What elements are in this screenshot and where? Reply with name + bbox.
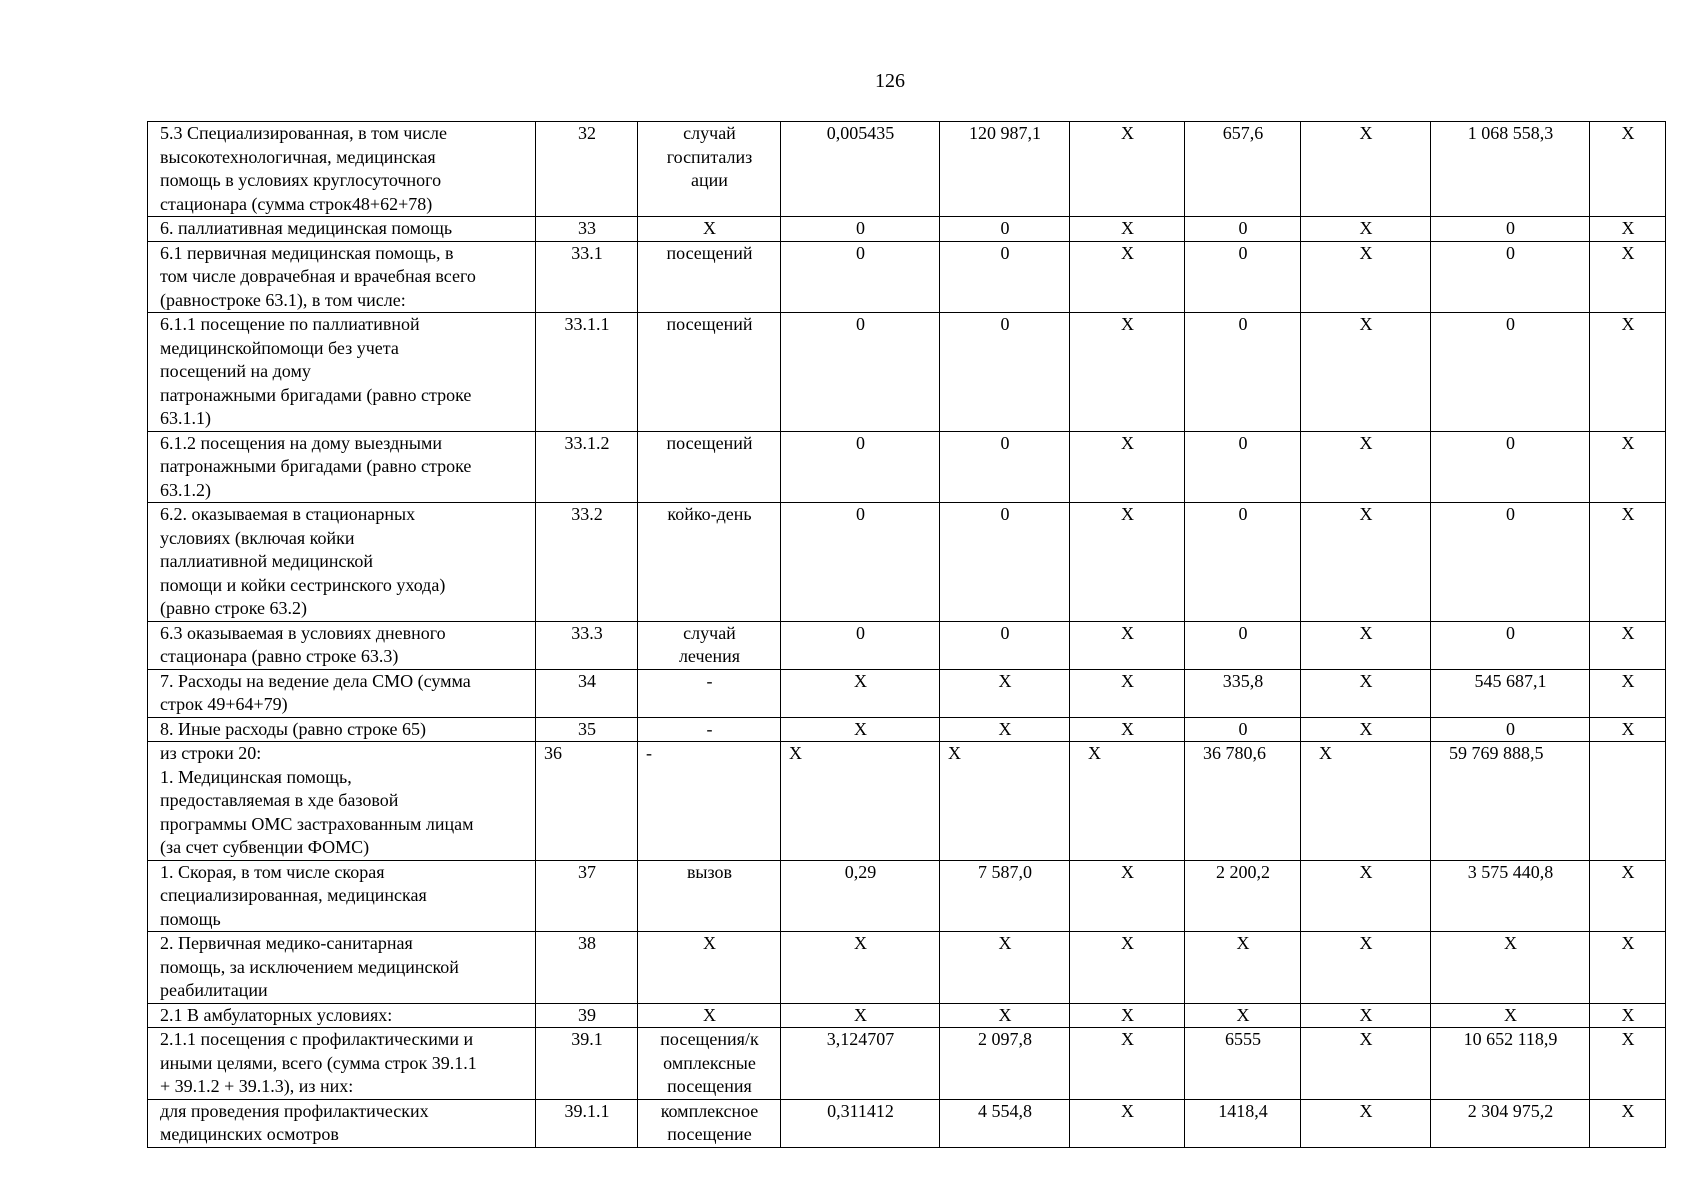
- table-row: [148, 1028, 1666, 1100]
- table-cell: 0: [1185, 241, 1301, 313]
- table-cell: вызов: [638, 860, 781, 932]
- table-cell: 33.1.2: [536, 431, 638, 503]
- table-cell: 4 554,8: [940, 1099, 1070, 1147]
- table-cell: -: [638, 742, 781, 861]
- table-cell: 2 200,2: [1185, 860, 1301, 932]
- row-name-cell: 2.1 В амбулаторных условиях:: [148, 1003, 536, 1028]
- table-cell: X: [1590, 1003, 1666, 1028]
- table-cell: 120 987,1: [940, 122, 1070, 217]
- table-cell: X: [1070, 669, 1185, 717]
- table-cell: X: [1590, 717, 1666, 742]
- table-row: [148, 1003, 1666, 1028]
- table-cell: 0: [1185, 217, 1301, 242]
- table-cell: X: [1070, 742, 1185, 861]
- table-cell: X: [1431, 932, 1590, 1004]
- table-cell: 0: [1185, 717, 1301, 742]
- table-row: [148, 621, 1666, 669]
- row-name-cell: 6.2. оказываемая в стационарных условиях (включая койки паллиативной медицинской помощи и койки сестринского ухода) (равно строке 63.2): [148, 503, 536, 622]
- table-row: [148, 313, 1666, 432]
- row-name-cell: 6. паллиативная медицинская помощь: [148, 217, 536, 242]
- table-cell: 545 687,1: [1431, 669, 1590, 717]
- table-cell: X: [1070, 122, 1185, 217]
- table-cell: X: [1301, 1003, 1431, 1028]
- table-cell: посещений: [638, 313, 781, 432]
- table-cell: X: [1070, 1028, 1185, 1100]
- table-cell: 1418,4: [1185, 1099, 1301, 1147]
- table-cell: X: [1070, 241, 1185, 313]
- table-cell: 0: [1185, 621, 1301, 669]
- table-cell: X: [781, 669, 940, 717]
- table-row: [148, 860, 1666, 932]
- table-cell: 0: [781, 621, 940, 669]
- table-cell: X: [1590, 217, 1666, 242]
- table-cell: 2 097,8: [940, 1028, 1070, 1100]
- table-cell: посещения/к омплексные посещения: [638, 1028, 781, 1100]
- table-cell: X: [1590, 431, 1666, 503]
- table-cell: 32: [536, 122, 638, 217]
- table-row: [148, 217, 1666, 242]
- table-cell: [1590, 742, 1666, 861]
- table-cell: X: [940, 717, 1070, 742]
- table-cell: X: [1070, 621, 1185, 669]
- table-cell: X: [1070, 932, 1185, 1004]
- table-cell: 59 769 888,5: [1431, 742, 1590, 861]
- table-cell: X: [1301, 1099, 1431, 1147]
- table-cell: 6555: [1185, 1028, 1301, 1100]
- table-cell: X: [1301, 1028, 1431, 1100]
- table-cell: X: [940, 669, 1070, 717]
- table-cell: -: [638, 717, 781, 742]
- row-name-cell: из строки 20: 1. Медицинская помощь, предоставляемая в хде базовой программы ОМС застрахованным лицам (за счет субвенции ФОМС): [148, 742, 536, 861]
- table-cell: X: [781, 742, 940, 861]
- table-cell: X: [1185, 932, 1301, 1004]
- row-name-cell: 8. Иные расходы (равно строке 65): [148, 717, 536, 742]
- table-cell: 0: [940, 621, 1070, 669]
- table-cell: X: [781, 1003, 940, 1028]
- table-cell: X: [1301, 860, 1431, 932]
- table-cell: X: [1070, 1099, 1185, 1147]
- table-row: [148, 742, 1666, 861]
- table-cell: X: [940, 932, 1070, 1004]
- table-cell: 39: [536, 1003, 638, 1028]
- page-number: 126: [875, 70, 905, 92]
- table-cell: X: [1070, 717, 1185, 742]
- row-name-cell: 5.3 Специализированная, в том числе высокотехнологичная, медицинская помощь в условиях круглосуточного стационара (сумма строк48+62+78): [148, 122, 536, 217]
- table-cell: 10 652 118,9: [1431, 1028, 1590, 1100]
- table-row: [148, 932, 1666, 1004]
- table-cell: 0: [781, 241, 940, 313]
- row-name-cell: 7. Расходы на ведение дела СМО (сумма строк 49+64+79): [148, 669, 536, 717]
- table-cell: X: [1590, 860, 1666, 932]
- table-cell: 33.1: [536, 241, 638, 313]
- table-cell: X: [1301, 717, 1431, 742]
- table-cell: 0: [940, 241, 1070, 313]
- table-cell: комплексное посещение: [638, 1099, 781, 1147]
- table-cell: посещений: [638, 431, 781, 503]
- table-cell: 2 304 975,2: [1431, 1099, 1590, 1147]
- table-cell: 0: [1185, 313, 1301, 432]
- table-cell: X: [1301, 503, 1431, 622]
- table-cell: 33.2: [536, 503, 638, 622]
- table-cell: 0: [1431, 503, 1590, 622]
- table-cell: X: [1590, 669, 1666, 717]
- table-cell: 0: [1431, 241, 1590, 313]
- table-cell: 0: [1431, 621, 1590, 669]
- table-cell: X: [1185, 1003, 1301, 1028]
- table-cell: 0: [781, 431, 940, 503]
- table-cell: 37: [536, 860, 638, 932]
- row-name-cell: 1. Скорая, в том числе скорая специализированная, медицинская помощь: [148, 860, 536, 932]
- table-cell: X: [940, 742, 1070, 861]
- table-cell: 0: [1431, 717, 1590, 742]
- table-cell: 34: [536, 669, 638, 717]
- table-cell: 36 780,6: [1185, 742, 1301, 861]
- table-cell: X: [638, 932, 781, 1004]
- table-cell: X: [1070, 503, 1185, 622]
- table-cell: 3 575 440,8: [1431, 860, 1590, 932]
- table-cell: случай лечения: [638, 621, 781, 669]
- table-cell: X: [1070, 431, 1185, 503]
- table-cell: X: [1590, 1099, 1666, 1147]
- table-cell: 36: [536, 742, 638, 861]
- table-cell: X: [1590, 313, 1666, 432]
- row-name-cell: 6.3 оказываемая в условиях дневного стационара (равно строке 63.3): [148, 621, 536, 669]
- table-cell: X: [781, 932, 940, 1004]
- table-cell: 0: [940, 431, 1070, 503]
- table-cell: 0: [1431, 431, 1590, 503]
- row-name-cell: 6.1.2 посещения на дому выездными патронажными бригадами (равно строке 63.1.2): [148, 431, 536, 503]
- table-cell: X: [1590, 1028, 1666, 1100]
- table-cell: 0: [781, 503, 940, 622]
- table-cell: X: [1301, 122, 1431, 217]
- table-cell: 0: [940, 313, 1070, 432]
- table-cell: 1 068 558,3: [1431, 122, 1590, 217]
- table-cell: X: [1301, 669, 1431, 717]
- table-cell: 0: [940, 217, 1070, 242]
- table-cell: 33: [536, 217, 638, 242]
- table-cell: X: [1301, 621, 1431, 669]
- table-cell: X: [940, 1003, 1070, 1028]
- table-cell: 0: [781, 217, 940, 242]
- table-cell: X: [1590, 621, 1666, 669]
- table-cell: 7 587,0: [940, 860, 1070, 932]
- table-cell: X: [1070, 217, 1185, 242]
- table-row: [148, 669, 1666, 717]
- table-cell: X: [1590, 122, 1666, 217]
- table-cell: X: [1301, 742, 1431, 861]
- table-cell: X: [1301, 313, 1431, 432]
- table-cell: 33.1.1: [536, 313, 638, 432]
- table-cell: X: [1301, 431, 1431, 503]
- table-cell: 0: [1431, 217, 1590, 242]
- table-cell: 39.1: [536, 1028, 638, 1100]
- financing-table: [147, 121, 1666, 1148]
- table-cell: 0,005435: [781, 122, 940, 217]
- table-cell: случай госпитализ ации: [638, 122, 781, 217]
- table-cell: X: [1070, 313, 1185, 432]
- table-row: [148, 241, 1666, 313]
- table-cell: 0: [1431, 313, 1590, 432]
- table-cell: 39.1.1: [536, 1099, 638, 1147]
- table-cell: X: [1301, 217, 1431, 242]
- table-cell: 657,6: [1185, 122, 1301, 217]
- table-row: [148, 1099, 1666, 1147]
- table-cell: X: [1301, 241, 1431, 313]
- table-cell: 3,124707: [781, 1028, 940, 1100]
- table-row: [148, 122, 1666, 217]
- row-name-cell: 2. Первичная медико-санитарная помощь, за исключением медицинской реабилитации: [148, 932, 536, 1004]
- table-row: [148, 717, 1666, 742]
- table-cell: 0: [1185, 503, 1301, 622]
- table-cell: X: [1590, 241, 1666, 313]
- table-cell: 35: [536, 717, 638, 742]
- table-cell: X: [1301, 932, 1431, 1004]
- table-cell: X: [781, 717, 940, 742]
- table-row: [148, 503, 1666, 622]
- table-cell: X: [638, 217, 781, 242]
- table-cell: 335,8: [1185, 669, 1301, 717]
- table-cell: 0,29: [781, 860, 940, 932]
- table-row: [148, 431, 1666, 503]
- row-name-cell: 6.1 первичная медицинская помощь, в том числе доврачебная и врачебная всего (равностроке 63.1), в том числе:: [148, 241, 536, 313]
- row-name-cell: 6.1.1 посещение по паллиативной медицинскойпомощи без учета посещений на дому патронажными бригадами (равно строке 63.1.1): [148, 313, 536, 432]
- table-cell: X: [1070, 860, 1185, 932]
- table-body: [148, 122, 1666, 1148]
- table-cell: 0: [1185, 431, 1301, 503]
- table-cell: 38: [536, 932, 638, 1004]
- table-cell: X: [638, 1003, 781, 1028]
- table-cell: 0: [781, 313, 940, 432]
- table-cell: X: [1431, 1003, 1590, 1028]
- table-cell: 33.3: [536, 621, 638, 669]
- table-cell: койко-день: [638, 503, 781, 622]
- table-cell: X: [1590, 932, 1666, 1004]
- table-cell: X: [1070, 1003, 1185, 1028]
- table-cell: 0: [940, 503, 1070, 622]
- row-name-cell: 2.1.1 посещения с профилактическими и иными целями, всего (сумма строк 39.1.1 + 39.1.2 + 39.1.3), из них:: [148, 1028, 536, 1100]
- row-name-cell: для проведения профилактических медицинских осмотров: [148, 1099, 536, 1147]
- table-cell: посещений: [638, 241, 781, 313]
- table-cell: -: [638, 669, 781, 717]
- table-cell: 0,311412: [781, 1099, 940, 1147]
- table-cell: X: [1590, 503, 1666, 622]
